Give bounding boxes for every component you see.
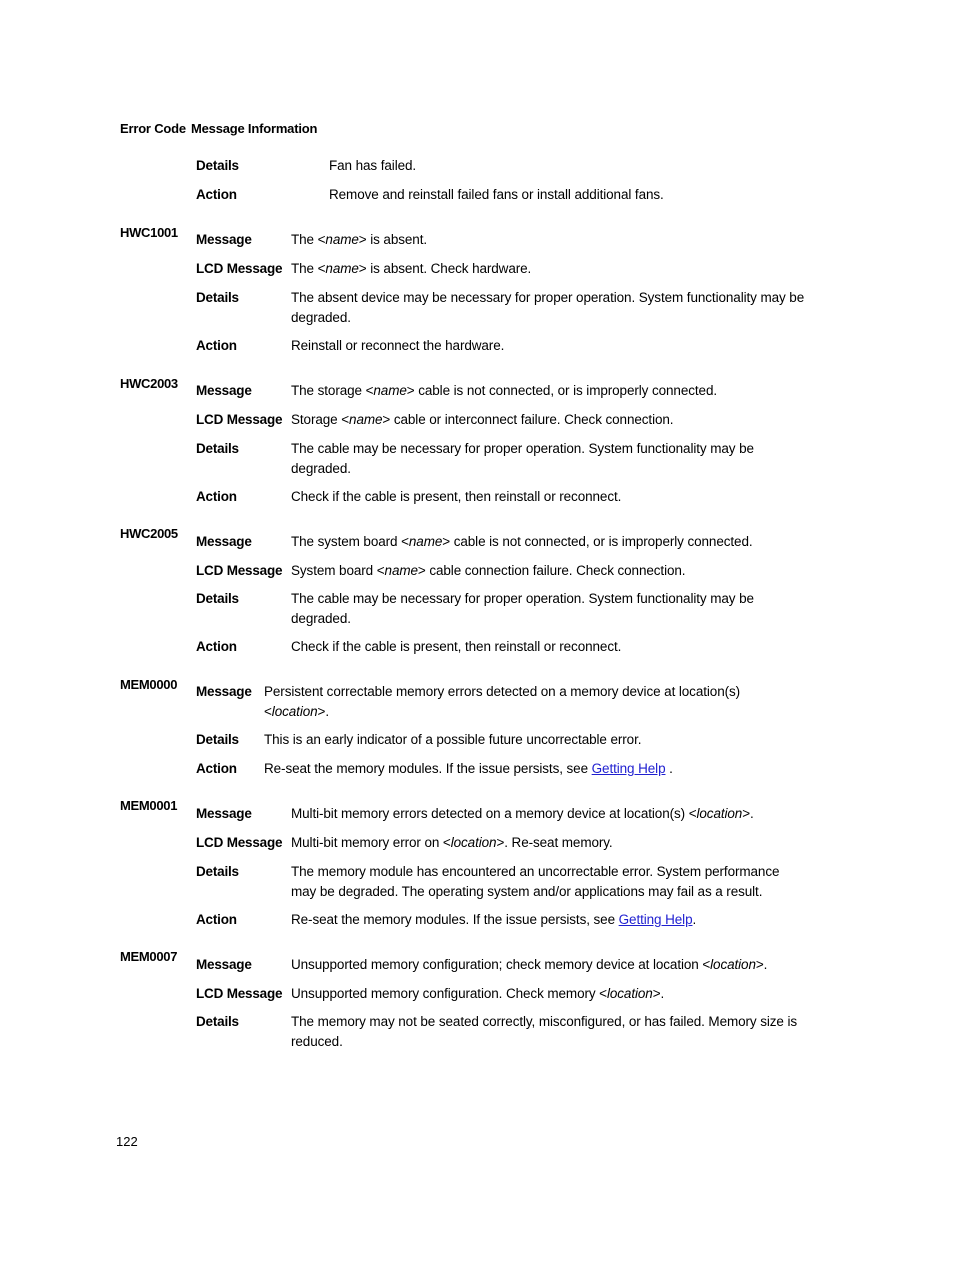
error-code: HWC1001	[120, 225, 178, 240]
message-label: Message	[196, 684, 252, 699]
getting-help-link[interactable]: Getting Help	[618, 912, 693, 927]
message-label: Message	[196, 806, 252, 821]
message-text: The system board <name> cable is not connected, or is improperly connected.	[291, 534, 753, 549]
message-label: Message	[196, 232, 252, 247]
message-label: Message	[196, 534, 252, 549]
action-text: Re-seat the memory modules. If the issue persists, see Getting Help.	[291, 912, 697, 927]
message-text: The <name> is absent.	[291, 232, 427, 247]
lcd-message-text: Unsupported memory configuration. Check memory <location>.	[291, 986, 665, 1001]
action-text: Check if the cable is present, then reinstall or reconnect.	[291, 639, 622, 654]
action-label: Action	[196, 489, 237, 504]
details-text: The memory module has encountered an uncorrectable error. System performance may be degraded. The operating system and/or applications may fail as a result.	[291, 864, 780, 899]
details-label: Details	[196, 732, 239, 747]
lcd-message-text: Storage <name> cable or interconnect failure. Check connection.	[291, 412, 674, 427]
details-text: The cable may be necessary for proper operation. System functionality may be degraded.	[291, 591, 754, 626]
details-label: Details	[196, 441, 239, 456]
action-label: Action	[196, 761, 237, 776]
details-text: The memory may not be seated correctly, misconfigured, or has failed. Memory size is reduced.	[291, 1014, 798, 1049]
action-label: Action	[196, 912, 237, 927]
lcd-message-text: The <name> is absent. Check hardware.	[291, 261, 532, 276]
details-label: Details	[196, 864, 239, 879]
details-text: Fan has failed.	[329, 158, 417, 173]
details-text: The absent device may be necessary for proper operation. System functionality may be degraded.	[291, 290, 805, 325]
column-header-error-code: Error Code	[120, 121, 186, 136]
lcd-message-text: Multi-bit memory error on <location>. Re-seat memory.	[291, 835, 613, 850]
message-label: Message	[196, 383, 252, 398]
message-text: Persistent correctable memory errors detected on a memory device at location(s) <location>.	[264, 684, 741, 719]
getting-help-link[interactable]: Getting Help	[591, 761, 666, 776]
action-text: Remove and reinstall failed fans or install additional fans.	[329, 187, 664, 202]
action-text: Reinstall or reconnect the hardware.	[291, 338, 505, 353]
action-text: Check if the cable is present, then reinstall or reconnect.	[291, 489, 622, 504]
action-label: Action	[196, 338, 237, 353]
error-code: MEM0000	[120, 677, 178, 692]
details-label: Details	[196, 1014, 239, 1029]
error-code: MEM0001	[120, 798, 178, 813]
lcd-message-label: LCD Message	[196, 261, 283, 276]
page-number: 122	[116, 1134, 138, 1149]
action-text: Re-seat the memory modules. If the issue persists, see Getting Help .	[264, 761, 673, 776]
message-label: Message	[196, 957, 252, 972]
error-code: MEM0007	[120, 949, 178, 964]
lcd-message-label: LCD Message	[196, 412, 283, 427]
error-code: HWC2003	[120, 376, 178, 391]
error-code: HWC2005	[120, 526, 178, 541]
action-label: Action	[196, 187, 237, 202]
lcd-message-text: System board <name> cable connection failure. Check connection.	[291, 563, 686, 578]
details-text: This is an early indicator of a possible future uncorrectable error.	[264, 732, 642, 747]
action-label: Action	[196, 639, 237, 654]
column-header-message-information: Message Information	[191, 121, 318, 136]
lcd-message-label: LCD Message	[196, 986, 283, 1001]
details-label: Details	[196, 290, 239, 305]
details-label: Details	[196, 591, 239, 606]
lcd-message-label: LCD Message	[196, 563, 283, 578]
details-text: The cable may be necessary for proper operation. System functionality may be degraded.	[291, 441, 754, 476]
message-text: Multi-bit memory errors detected on a memory device at location(s) <location>.	[291, 806, 754, 821]
lcd-message-label: LCD Message	[196, 835, 283, 850]
details-label: Details	[196, 158, 239, 173]
message-text: Unsupported memory configuration; check memory device at location <location>.	[291, 957, 768, 972]
message-text: The storage <name> cable is not connected, or is improperly connected.	[291, 383, 718, 398]
